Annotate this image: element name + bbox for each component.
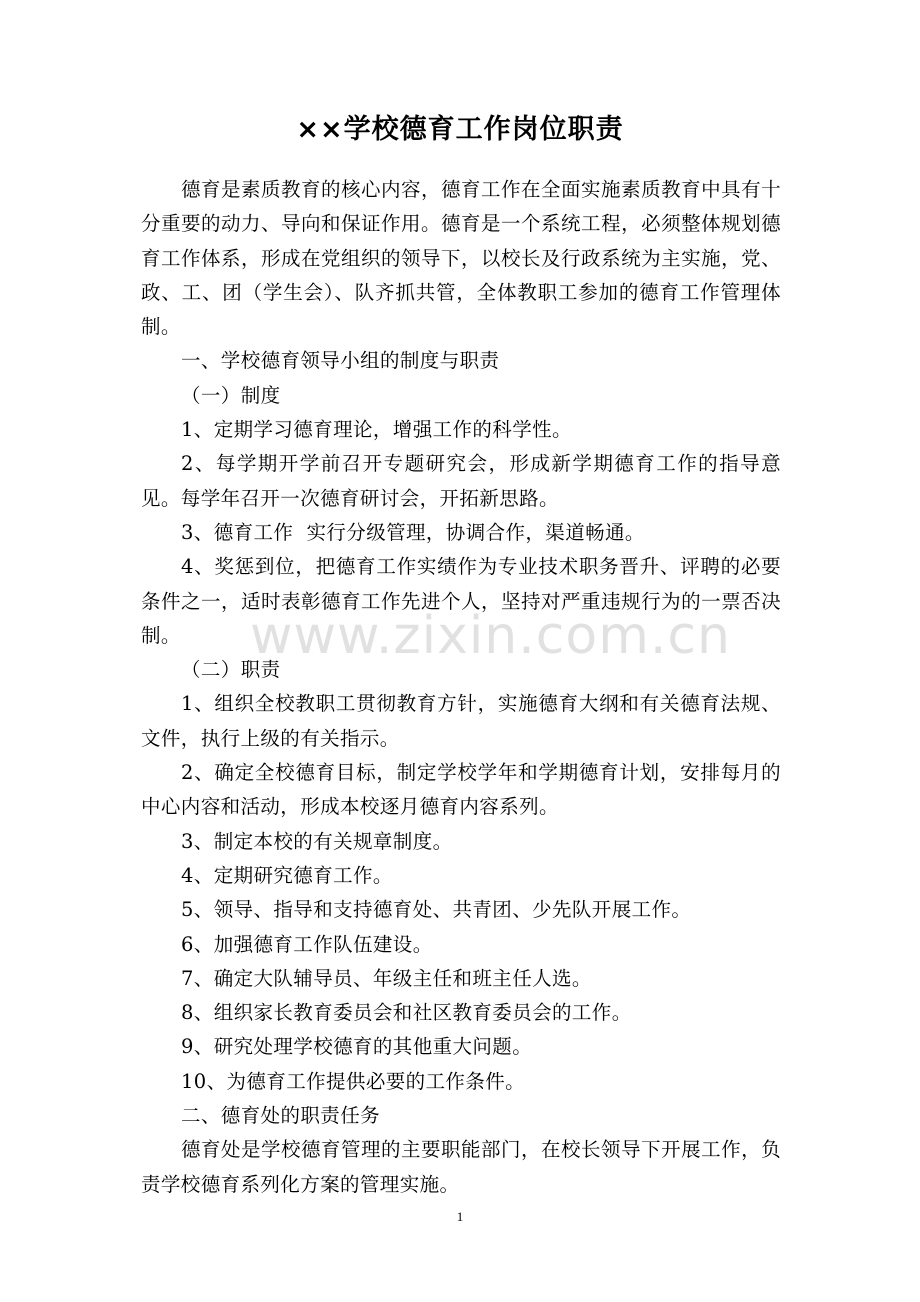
document-body [141,173,781,1202]
page-number: 1 [456,1209,464,1224]
section-heading-moral-office: 二、德育处的职责任务 [181,1104,381,1128]
list-item: 9、研究处理学校德育的其他重大问题。 [181,1035,533,1059]
subsection-heading-system: （一）制度 [181,383,281,407]
watermark: www.zixin.com.cn [250,606,731,666]
section-heading-leadership-group: 一、学校德育领导小组的制度与职责 [181,349,500,373]
list-item: 1、定期学习德育理论，增强工作的科学性。 [181,418,572,442]
list-item: 5、领导、指导和支持德育处、共青团、少先队开展工作。 [181,898,692,922]
subsection-heading-duties: （二）职责 [181,658,281,682]
list-item: 7、确定大队辅导员、年级主任和班主任人选。 [181,966,592,990]
list-item: 2、确定全校德育目标，制定学校学年和学期德育计划，安排每月的中心内容和活动，形成本校逐月德育内容系列。 [141,761,781,819]
list-item: 6、加强德育工作队伍建设。 [181,932,433,956]
list-item: 2、每学期开学前召开专题研究会，形成新学期德育工作的指导意见。每学年召开一次德育研讨会，开拓新思路。 [141,452,781,510]
list-item: 3、制定本校的有关规章制度。 [181,829,453,853]
document-title: ××学校德育工作岗位职责 [296,114,624,145]
list-item: 4、奖惩到位，把德育工作实绩作为专业技术职务晋升、评聘的必要条件之一，适时表彰德育工作先进个人，坚持对严重违规行为的一票否决制。 [141,555,781,647]
list-item: 8、组织家长教育委员会和社区教育委员会的工作。 [181,1001,632,1025]
list-item: 10、为德育工作提供必要的工作条件。 [181,1069,526,1093]
list-item: 1、组织全校教职工贯彻教育方针，实施德育大纲和有关德育法规、文件，执行上级的有关指示。 [141,692,781,750]
paragraph-moral-office: 德育处是学校德育管理的主要职能部门，在校长领导下开展工作，负责学校德育系列化方案的管理实施。 [141,1138,781,1196]
list-item: 4、定期研究德育工作。 [181,863,393,887]
list-item: 3、德育工作 实行分级管理，协调合作，渠道畅通。 [181,520,645,544]
paragraph-intro: 德育是素质教育的核心内容，德育工作在全面实施素质教育中具有十分重要的动力、导向和保证作用。德育是一个系统工程，必须整体规划德育工作体系，形成在党组织的领导下，以校长及行政系统为主实施，党、政、工、团（学生会）、队齐抓共管，全体教职工参加的德育工作管理体制。 [141,178,781,339]
